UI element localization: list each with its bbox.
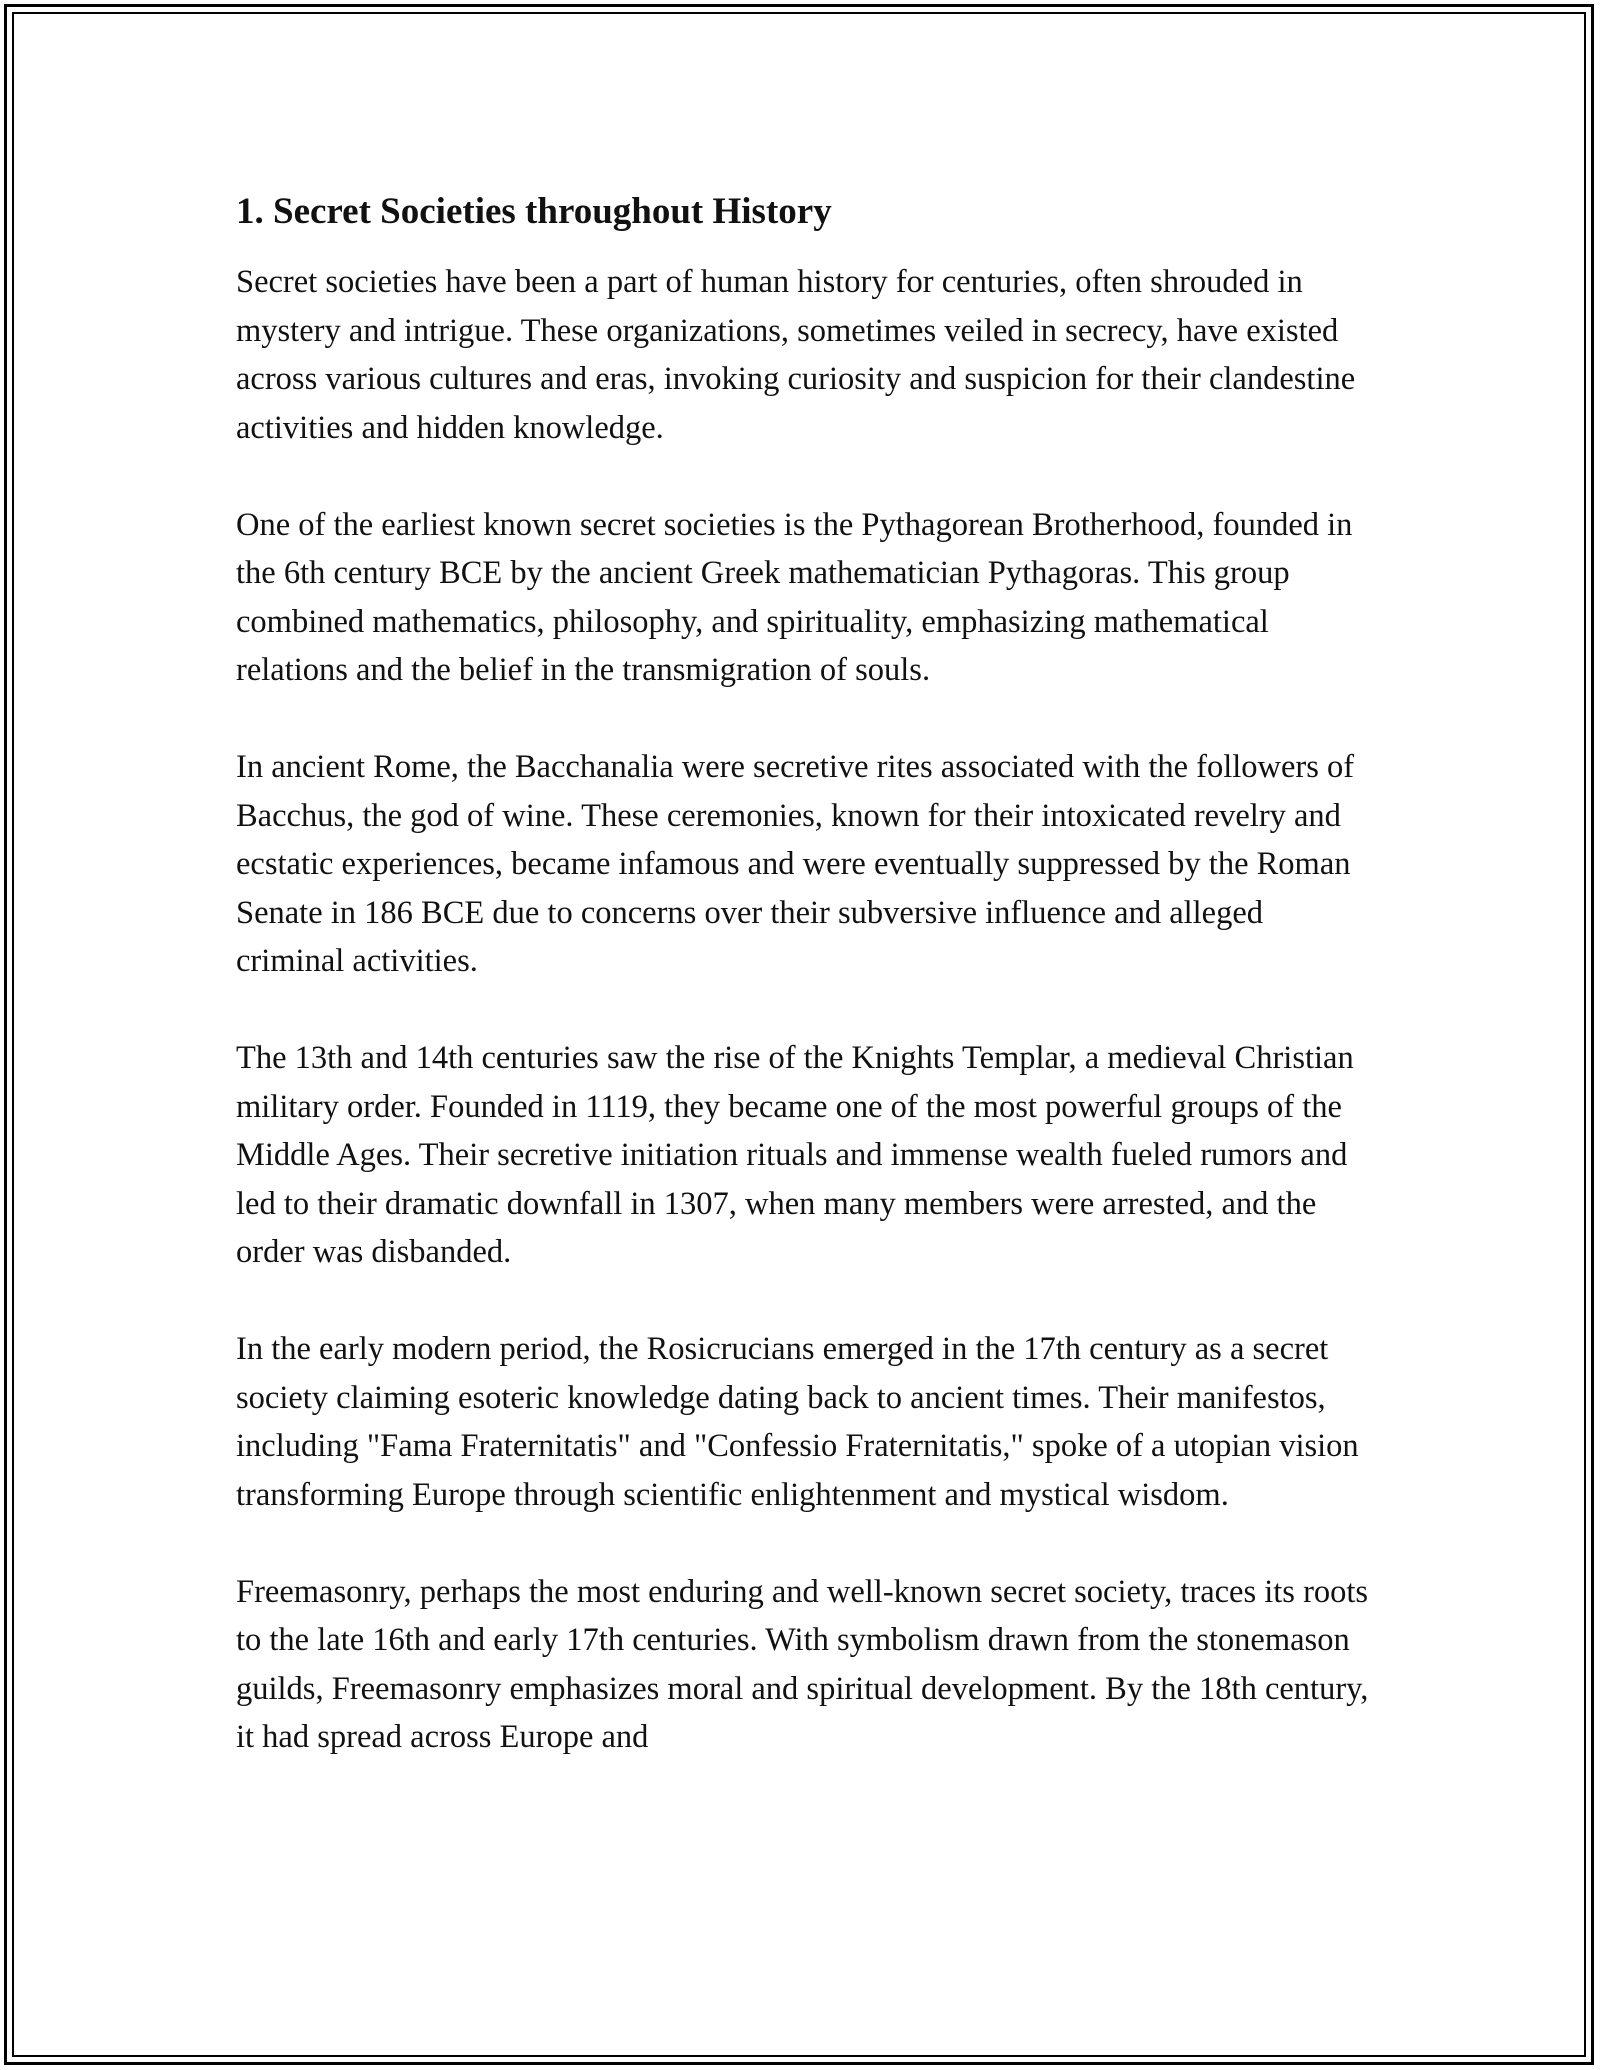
paragraph-intro: Secret societies have been a part of human history for centuries, often shrouded in mystery and intrigue. These organizations, sometimes veiled in secrecy, have existed across various cultures and eras, invoking curiosity and suspicion for their clandestine activities and hidden knowledge.	[236, 264, 1356, 446]
paragraph-knights-templar: The 13th and 14th centuries saw the rise of the Knights Templar, a medieval Christian military order. Founded in 1119, they became one of the most powerful groups of the Middle Ages. Their secretive initiation rituals and immense wealth fueled rumors and led to their dramatic downfall in 1307, when many members were arrested, and the order was disbanded.	[236, 1040, 1354, 1270]
paragraph-freemasonry: Freemasonry, perhaps the most enduring and well-known secret society, traces its roots to the late 16th and early 17th centuries. With symbolism drawn from the stonemason guilds, Freemasonry emphasizes moral and spiritual development. By the 18th century, it had spread across Europe and	[236, 1573, 1369, 1755]
paragraph-pythagorean: One of the earliest known secret societies is the Pythagorean Brotherhood, founded in the 6th century BCE by the ancient Greek mathematician Pythagoras. This group combined mathematics, philosophy, and spirituality, emphasizing mathematical relations and the belief in the transmigration of souls.	[236, 506, 1353, 688]
paragraph-rosicrucians: In the early modern period, the Rosicrucians emerged in the 17th century as a secret society claiming esoteric knowledge dating back to ancient times. Their manifestos, including "Fama Fraternitatis" and "Confessio Fraternitatis," spoke of a utopian vision transforming Europe through scientific enlightenment and mystical wisdom.	[236, 1331, 1359, 1513]
document-body	[236, 186, 1376, 1810]
paragraph-bacchanalia: In ancient Rome, the Bacchanalia were secretive rites associated with the followers of Bacchus, the god of wine. These ceremonies, known for their intoxicated revelry and ecstatic experiences, became infamous and were eventually suppressed by the Roman Senate in 186 BCE due to concerns over their subversive influence and alleged criminal activities.	[236, 749, 1355, 979]
section-heading: 1. Secret Societies throughout History	[236, 191, 832, 232]
